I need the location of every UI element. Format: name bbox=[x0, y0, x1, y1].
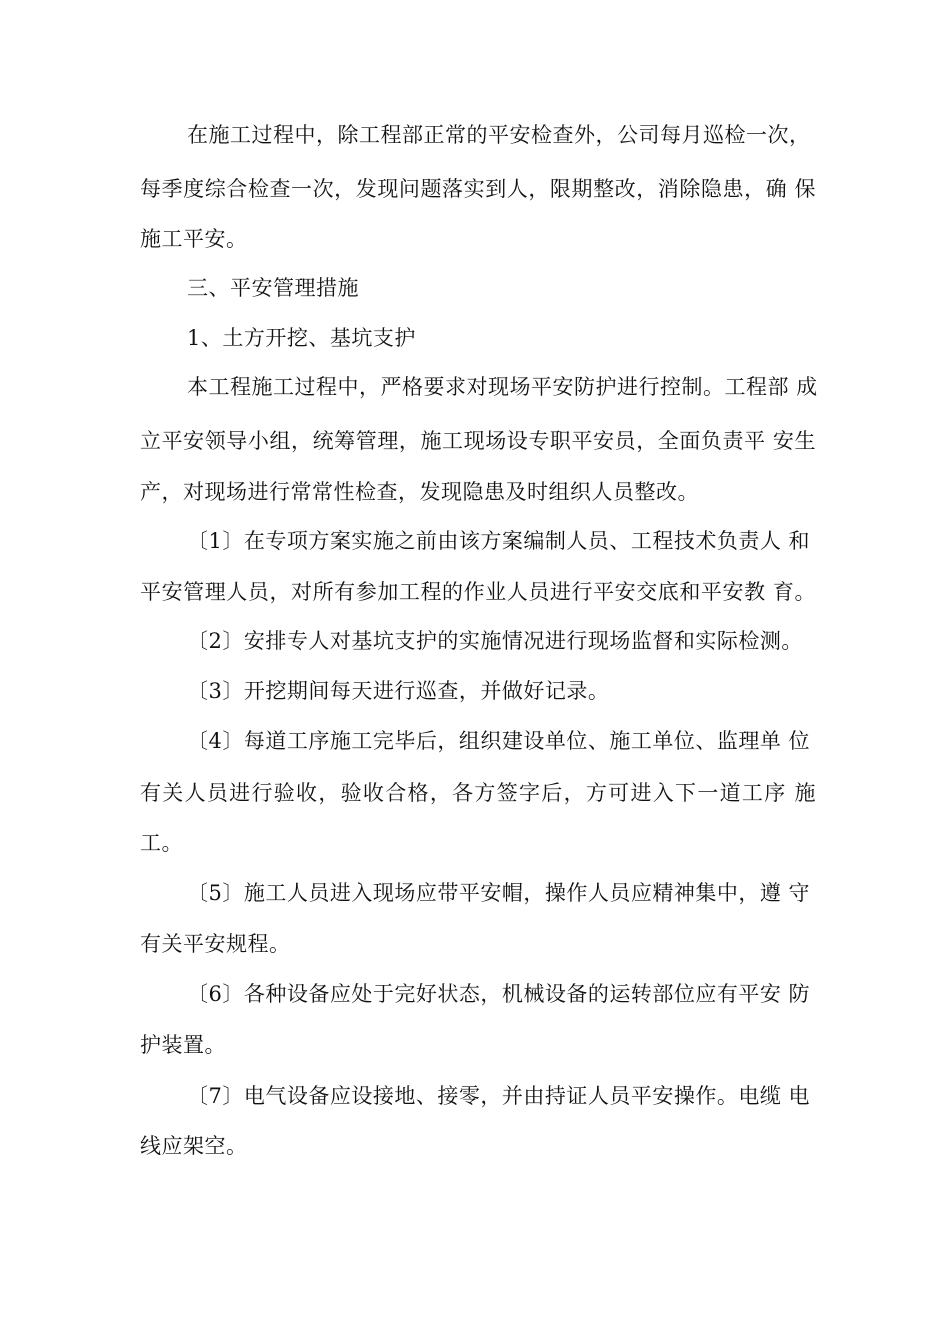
list-item-line: 线应架空。 bbox=[140, 1134, 248, 1158]
paragraph-line: 立平安领导小组，统筹管理，施工现场设专职平安员，全面负责平 安生 bbox=[140, 429, 816, 453]
list-item-line: 〔2〕安排专人对基坑支护的实施情况进行现场监督和实际检测。 bbox=[187, 629, 803, 653]
list-item-line: 护装置。 bbox=[140, 1033, 226, 1057]
list-item-line: 〔7〕电气设备应设接地、接零，并由持证人员平安操作。电缆 电 bbox=[187, 1084, 811, 1108]
paragraph-line: 每季度综合检查一次，发现问题落实到人，限期整改，消除隐患，确 保 bbox=[140, 177, 816, 201]
paragraph-line: 本工程施工过程中，严格要求对现场平安防护进行控制。工程部 成 bbox=[187, 375, 818, 399]
paragraph-line: 在施工过程中，除工程部正常的平安检查外，公司每月巡检一次， bbox=[187, 123, 811, 147]
list-item-line: 〔4〕每道工序施工完毕后，组织建设单位、施工单位、监理单 位 bbox=[187, 729, 811, 753]
list-item-line: 有关平安规程。 bbox=[140, 932, 291, 956]
section-heading: 三、平安管理措施 bbox=[187, 276, 359, 300]
list-item-line: 〔1〕在专项方案实施之前由该方案编制人员、工程技术负责人 和 bbox=[187, 529, 811, 553]
paragraph-line: 施工平安。 bbox=[140, 227, 248, 251]
list-item-line: 平安管理人员，对所有参加工程的作业人员进行平安交底和平安教 育。 bbox=[140, 580, 816, 604]
list-item-line: 工。 bbox=[140, 831, 183, 855]
paragraph-line: 产，对现场进行常常性检查，发现隐患及时组织人员整改。 bbox=[140, 480, 699, 504]
list-item-line: 有关人员进行验收，验收合格，各方签字后，方可进入下一道工序 施 bbox=[140, 781, 816, 805]
list-item-line: 〔5〕施工人员进入现场应带平安帽，操作人员应精神集中，遵 守 bbox=[187, 881, 811, 905]
subsection-heading: 1、土方开挖、基坑支护 bbox=[187, 326, 416, 350]
list-item-line: 〔3〕开挖期间每天进行巡查，并做好记录。 bbox=[187, 679, 610, 703]
list-item-line: 〔6〕各种设备应处于完好状态，机械设备的运转部位应有平安 防 bbox=[187, 982, 811, 1006]
